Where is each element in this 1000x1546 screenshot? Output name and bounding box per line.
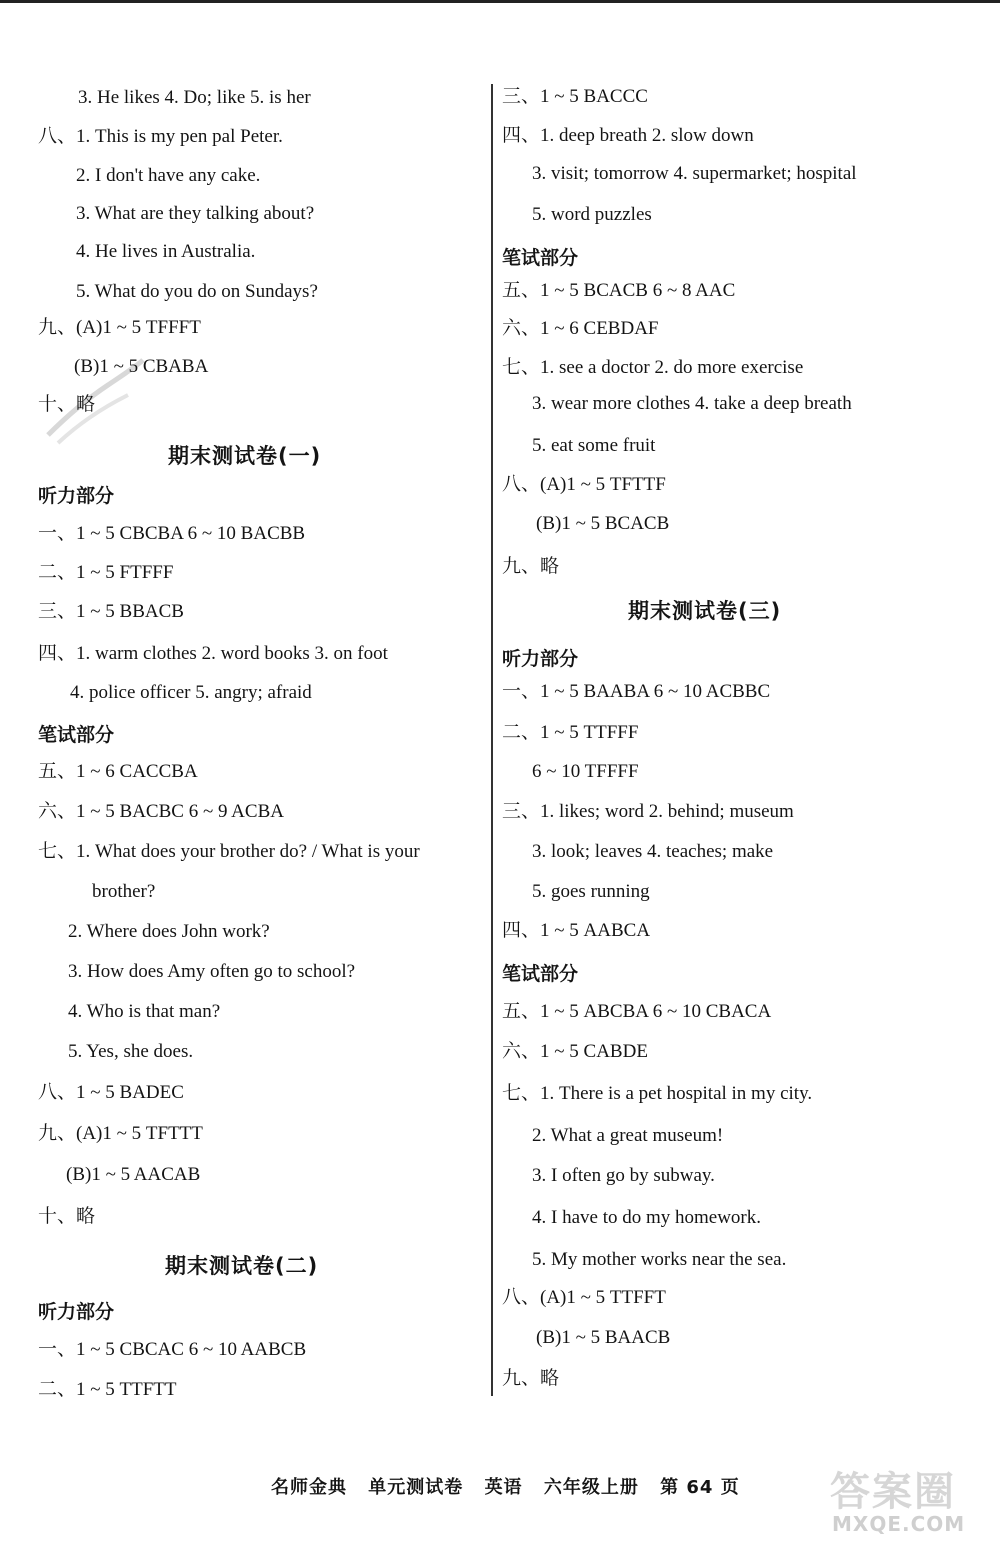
answer-line: 十、略 xyxy=(38,1206,96,1227)
answer-line: brother? xyxy=(92,881,156,902)
answer-line: 六、1 ~ 5 BACBC 6 ~ 9 ACBA xyxy=(38,801,284,822)
answer-line: (B)1 ~ 5 CBABA xyxy=(74,356,209,377)
answer-line: 5. Yes, she does. xyxy=(68,1041,194,1062)
exam1-listening-heading: 听力部分 xyxy=(38,485,115,507)
exam3-title: 期末测试卷(三) xyxy=(628,599,782,623)
answer-line: 六、1 ~ 5 CABDE xyxy=(502,1041,648,1062)
answer-line: 八、1 ~ 5 BADEC xyxy=(38,1082,184,1103)
answer-line: 5. eat some fruit xyxy=(532,435,656,456)
watermark-logo: 答案圈 xyxy=(830,1469,956,1515)
answer-line: 3. How does Amy often go to school? xyxy=(68,961,356,982)
answer-line: 3. I often go by subway. xyxy=(532,1165,715,1186)
answer-line: 五、1 ~ 5 BCACB 6 ~ 8 AAC xyxy=(502,280,736,301)
answer-line: 三、1. likes; word 2. behind; museum xyxy=(502,801,794,822)
answer-line: 十、略 xyxy=(38,394,96,415)
answer-line: (B)1 ~ 5 BAACB xyxy=(536,1327,671,1348)
page-footer xyxy=(271,1473,754,1499)
answer-line: 二、1 ~ 5 TTFFF xyxy=(502,722,639,743)
footer-grade: 六年级上册 xyxy=(543,1477,639,1498)
answer-line: (B)1 ~ 5 AACAB xyxy=(66,1164,201,1185)
answer-line: 2. I don't have any cake. xyxy=(76,165,261,186)
exam3-listening-heading: 听力部分 xyxy=(502,648,579,670)
answer-line: 二、1 ~ 5 TTFTT xyxy=(38,1379,177,1400)
answer-line: 六、1 ~ 6 CEBDAF xyxy=(502,318,659,339)
answer-line: 4. Who is that man? xyxy=(68,1001,221,1022)
answer-line: 八、(A)1 ~ 5 TFTTF xyxy=(502,474,666,495)
exam2-title: 期末测试卷(二) xyxy=(165,1254,319,1278)
answer-line: 一、1 ~ 5 CBCAC 6 ~ 10 AABCB xyxy=(38,1339,307,1360)
answer-line: 2. Where does John work? xyxy=(68,921,270,942)
answer-line: 3. wear more clothes 4. take a deep breath xyxy=(532,393,852,414)
exam2-listening-heading: 听力部分 xyxy=(38,1301,115,1323)
answer-line: 八、(A)1 ~ 5 TTFFT xyxy=(502,1287,666,1308)
top-border xyxy=(0,0,1000,3)
writing-heading: 笔试部分 xyxy=(502,247,579,269)
answer-line: 5. goes running xyxy=(532,881,650,902)
answer-line: 七、1. What does your brother do? / What is your xyxy=(38,841,420,862)
answer-line: 6 ~ 10 TFFFF xyxy=(532,761,639,782)
answer-line: 3. He likes 4. Do; like 5. is her xyxy=(78,87,311,108)
answer-line: 七、1. see a doctor 2. do more exercise xyxy=(502,357,804,378)
exam1-writing-heading: 笔试部分 xyxy=(38,724,115,746)
answer-line: 3. What are they talking about? xyxy=(76,203,315,224)
answer-line: 九、(A)1 ~ 5 TFTTT xyxy=(38,1123,203,1144)
answer-line: 四、1. warm clothes 2. word books 3. on foot xyxy=(38,643,388,664)
answer-line: 4. police officer 5. angry; afraid xyxy=(70,682,312,703)
answer-line: 八、1. This is my pen pal Peter. xyxy=(38,126,283,147)
answer-line: 一、1 ~ 5 BAABA 6 ~ 10 ACBBC xyxy=(502,681,771,702)
answer-line: 二、1 ~ 5 FTFFF xyxy=(38,562,174,583)
answer-line: 九、略 xyxy=(502,1368,560,1389)
answer-line: 5. What do you do on Sundays? xyxy=(76,281,318,302)
answer-line: (B)1 ~ 5 BCACB xyxy=(536,513,670,534)
answer-line: 2. What a great museum! xyxy=(532,1125,724,1146)
answer-line: 3. look; leaves 4. teaches; make xyxy=(532,841,774,862)
footer-subject: 英语 xyxy=(484,1477,523,1498)
exam1-title: 期末测试卷(一) xyxy=(168,444,322,468)
answer-line: 4. I have to do my homework. xyxy=(532,1207,762,1228)
answer-line: 三、1 ~ 5 BACCC xyxy=(502,86,648,107)
footer-brand: 名师金典 xyxy=(271,1477,347,1498)
answer-line: 4. He lives in Australia. xyxy=(76,241,256,262)
footer-series: 单元测试卷 xyxy=(368,1477,464,1498)
answer-line: 3. visit; tomorrow 4. supermarket; hospital xyxy=(532,163,857,184)
answer-line: 一、1 ~ 5 CBCBA 6 ~ 10 BACBB xyxy=(38,523,306,544)
answer-line: 5. My mother works near the sea. xyxy=(532,1249,787,1270)
answer-line: 三、1 ~ 5 BBACB xyxy=(38,601,184,622)
watermark-site: MXQE.COM xyxy=(832,1512,966,1536)
footer-page-number: 第 64 页 xyxy=(660,1477,740,1498)
column-divider xyxy=(491,84,493,1396)
answer-line: 五、1 ~ 5 ABCBA 6 ~ 10 CBACA xyxy=(502,1001,772,1022)
answer-line: 九、(A)1 ~ 5 TFFFT xyxy=(38,317,201,338)
answer-line: 九、略 xyxy=(502,556,560,577)
answer-line: 五、1 ~ 6 CACCBA xyxy=(38,761,198,782)
answer-line: 四、1 ~ 5 AABCA xyxy=(502,920,651,941)
answer-line: 七、1. There is a pet hospital in my city. xyxy=(502,1083,813,1104)
exam3-writing-heading: 笔试部分 xyxy=(502,963,579,985)
answer-line: 四、1. deep breath 2. slow down xyxy=(502,125,754,146)
answer-line: 5. word puzzles xyxy=(532,204,652,225)
